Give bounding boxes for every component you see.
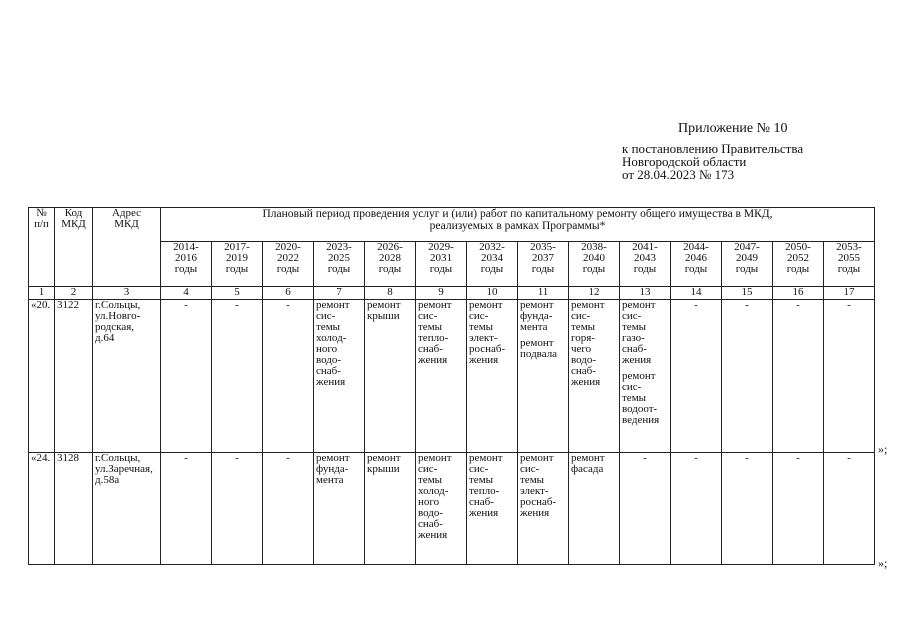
no-work-dash: -	[847, 299, 851, 311]
work-item: ремонт фунда- мента	[520, 299, 554, 333]
work-cell	[416, 300, 467, 453]
no-work-dash: -	[643, 452, 647, 464]
header-period-3: 2020- 2022 годы	[263, 242, 314, 287]
work-item: ремонт сис- темы элект- роснаб- жения	[520, 452, 557, 519]
column-number-9: 9	[416, 287, 467, 300]
work-cell	[518, 453, 569, 565]
header-period-12: 2047- 2049 годы	[722, 242, 773, 287]
no-work-dash: -	[286, 452, 290, 464]
header-address: Адрес МКД	[93, 208, 161, 287]
work-item: ремонт крыши	[367, 299, 401, 322]
column-number-8: 8	[365, 287, 416, 300]
work-cell	[314, 453, 365, 565]
work-cell	[671, 453, 722, 565]
work-item: ремонт сис- темы элект- роснаб- жения	[469, 299, 506, 366]
work-cell	[773, 453, 824, 565]
no-work-dash: -	[184, 299, 188, 311]
column-number-6: 6	[263, 287, 314, 300]
work-cell	[824, 300, 875, 453]
work-cell	[161, 300, 212, 453]
work-item: ремонт сис- темы водоот- ведения	[622, 370, 660, 426]
column-number-1: 1	[29, 287, 55, 300]
header-code: Код МКД	[55, 208, 93, 287]
work-item: ремонт сис- темы холод- ного водо- снаб- жения	[418, 452, 452, 541]
header-period-4: 2023- 2025 годы	[314, 242, 365, 287]
work-cell	[161, 453, 212, 565]
building-address: г.Сольцы, ул.Новго- родская, д.64	[93, 300, 161, 453]
building-code: 3128	[55, 453, 93, 565]
appendix-line-date: от 28.04.2023 № 173	[622, 167, 735, 182]
work-item: ремонт фунда- мента	[316, 452, 350, 486]
no-work-dash: -	[847, 452, 851, 464]
no-work-dash: -	[694, 299, 698, 311]
work-cell	[314, 300, 365, 453]
work-cell	[671, 300, 722, 453]
column-number-7: 7	[314, 287, 365, 300]
work-item: ремонт сис- темы горя- чего водо- снаб- жения	[571, 299, 605, 388]
appendix-title: Приложение № 10	[678, 121, 788, 136]
work-cell	[212, 300, 263, 453]
work-cell	[518, 300, 569, 453]
work-item: ремонт фасада	[571, 452, 605, 475]
column-number-5: 5	[212, 287, 263, 300]
work-item: ремонт сис- темы холод- ного водо- снаб- жения	[316, 299, 350, 388]
work-cell	[467, 453, 518, 565]
work-cell	[773, 300, 824, 453]
no-work-dash: -	[184, 452, 188, 464]
row-1-closing-quote: »;	[878, 442, 888, 456]
header-period-14: 2053- 2055 годы	[824, 242, 875, 287]
header-period-8: 2035- 2037 годы	[518, 242, 569, 287]
column-number-14: 14	[671, 287, 722, 300]
row-2-closing-quote: »;	[878, 556, 888, 570]
column-number-10: 10	[467, 287, 518, 300]
table-row	[29, 453, 875, 565]
header-period-1: 2014- 2016 годы	[161, 242, 212, 287]
column-number-15: 15	[722, 287, 773, 300]
work-cell	[263, 453, 314, 565]
work-cell	[212, 453, 263, 565]
work-cell	[467, 300, 518, 453]
work-cell	[416, 453, 467, 565]
capital-repair-plan-table	[28, 207, 875, 565]
appendix-line-region: Новгородской области	[622, 154, 747, 169]
row-number: «24.	[29, 453, 55, 565]
no-work-dash: -	[745, 452, 749, 464]
work-cell	[569, 300, 620, 453]
header-period-9: 2038- 2040 годы	[569, 242, 620, 287]
work-cell	[365, 300, 416, 453]
no-work-dash: -	[235, 299, 239, 311]
work-cell	[620, 453, 671, 565]
no-work-dash: -	[694, 452, 698, 464]
column-number-2: 2	[55, 287, 93, 300]
column-number-13: 13	[620, 287, 671, 300]
column-number-4: 4	[161, 287, 212, 300]
header-period-7: 2032- 2034 годы	[467, 242, 518, 287]
row-number: «20.	[29, 300, 55, 453]
no-work-dash: -	[286, 299, 290, 311]
column-number-16: 16	[773, 287, 824, 300]
work-item: ремонт сис- темы тепло- снаб- жения	[418, 299, 452, 366]
no-work-dash: -	[796, 299, 800, 311]
no-work-dash: -	[745, 299, 749, 311]
header-period-6: 2029- 2031 годы	[416, 242, 467, 287]
building-address: г.Сольцы, ул.Заречная, д.58а	[93, 453, 161, 565]
column-number-12: 12	[569, 287, 620, 300]
work-cell	[722, 300, 773, 453]
work-cell	[569, 453, 620, 565]
header-period-10: 2041- 2043 годы	[620, 242, 671, 287]
header-number: № п/п	[29, 208, 55, 287]
work-cell	[722, 453, 773, 565]
appendix-block	[622, 122, 803, 181]
building-code: 3122	[55, 300, 93, 453]
no-work-dash: -	[796, 452, 800, 464]
work-item: ремонт подвала	[520, 337, 558, 360]
work-cell	[263, 300, 314, 453]
no-work-dash: -	[235, 452, 239, 464]
work-cell	[620, 300, 671, 453]
work-item: ремонт сис- темы газо- снаб- жения	[622, 299, 656, 366]
work-item: ремонт сис- темы тепло- снаб- жения	[469, 452, 503, 519]
work-item: ремонт крыши	[367, 452, 401, 475]
work-cell	[824, 453, 875, 565]
header-period-2: 2017- 2019 годы	[212, 242, 263, 287]
header-period-11: 2044- 2046 годы	[671, 242, 722, 287]
table-row	[29, 300, 875, 453]
header-period-5: 2026- 2028 годы	[365, 242, 416, 287]
header-plan-period: Плановый период проведения услуг и (или) работ по капитальному ремонту общего имущества в МКД, реализуемых в рамках Программы*	[161, 208, 875, 242]
header-period-13: 2050- 2052 годы	[773, 242, 824, 287]
column-number-17: 17	[824, 287, 875, 300]
column-number-3: 3	[93, 287, 161, 300]
appendix-line-resolution: к постановлению Правительства	[622, 141, 804, 156]
work-cell	[365, 453, 416, 565]
column-number-11: 11	[518, 287, 569, 300]
